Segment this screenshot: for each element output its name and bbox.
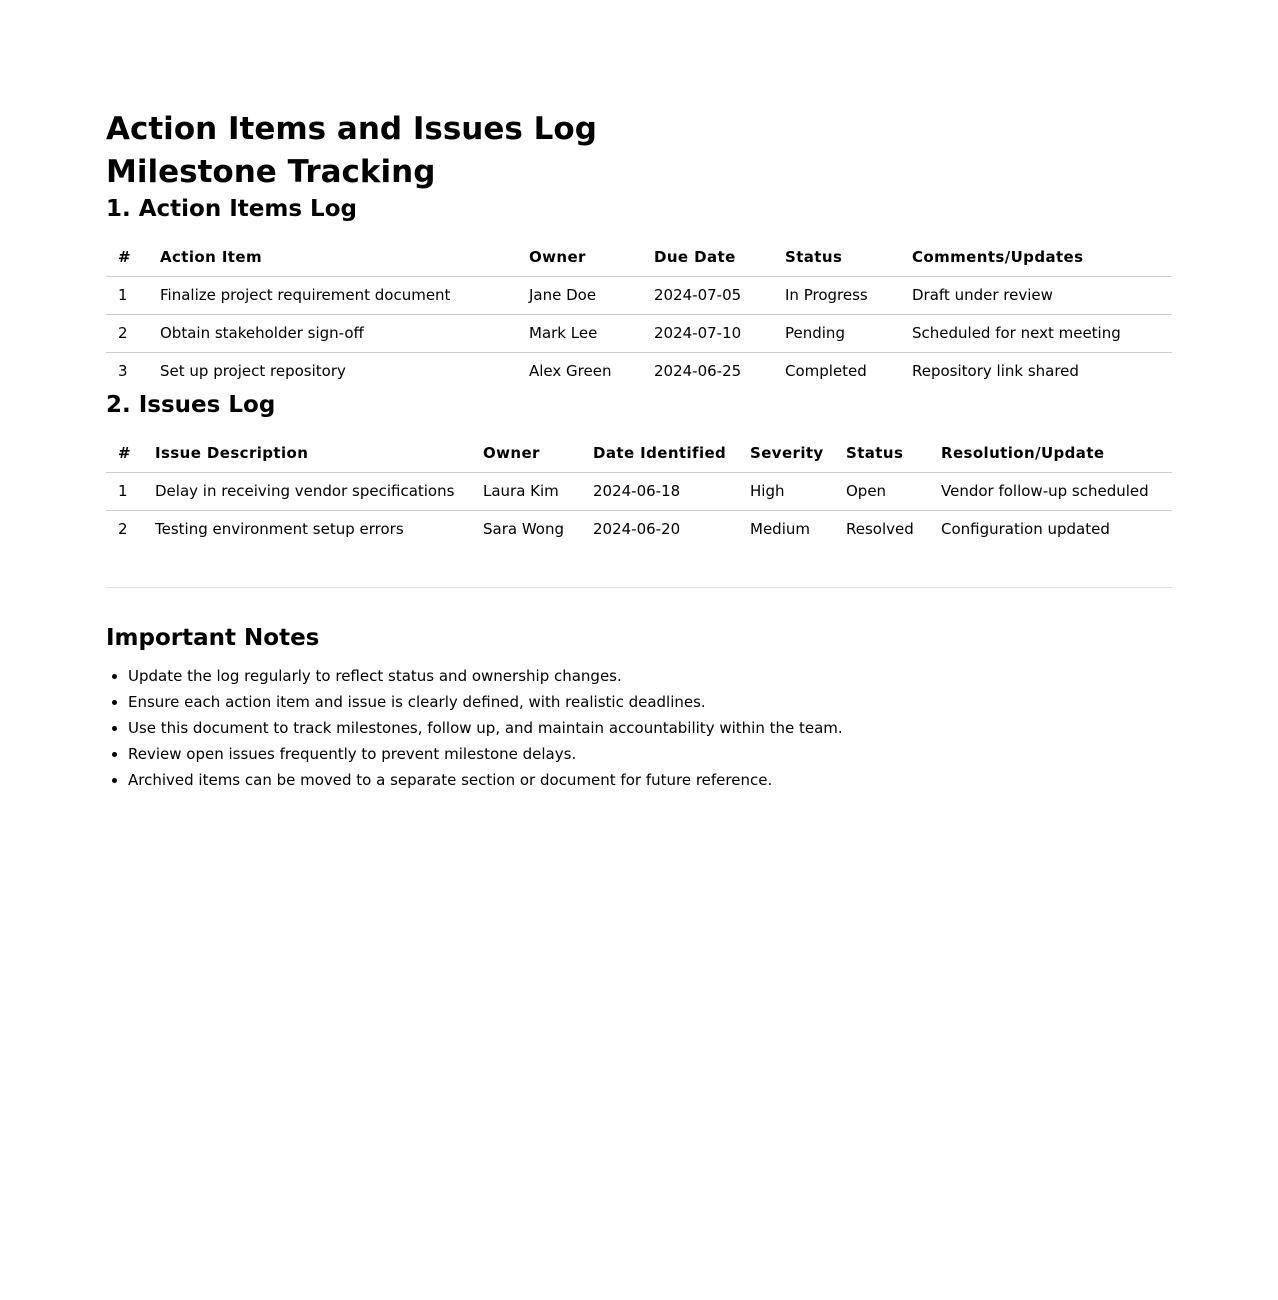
table-cell: Open	[836, 473, 931, 511]
table-cell: Obtain stakeholder sign-off	[150, 315, 519, 353]
table-header-row	[106, 246, 1172, 277]
table-cell: Resolved	[846, 520, 914, 538]
table-cell: Laura Kim	[473, 473, 583, 511]
column-header: Issue Description	[145, 442, 473, 473]
table-cell: Pending	[775, 315, 902, 353]
table-row	[106, 473, 1172, 511]
list-item: • Update the log regularly to reflect status and ownership changes.	[128, 663, 1172, 689]
action-items-heading: 1. Action Items Log	[106, 196, 357, 222]
column-header: Comments/Updates	[902, 246, 1172, 277]
column-header: #	[106, 442, 145, 473]
table-cell: Mark Lee	[519, 315, 644, 353]
list-item: • Use this document to track milestones, follow up, and maintain accountability within the team.	[128, 715, 1172, 741]
column-header: #	[106, 246, 150, 277]
table-cell: Set up project repository	[160, 362, 346, 380]
table-cell: Vendor follow-up scheduled	[931, 473, 1172, 511]
table-header-row	[106, 442, 1172, 473]
table-row	[106, 353, 1172, 391]
title-line-2: Milestone Tracking	[106, 154, 436, 190]
table-row	[106, 277, 1172, 315]
list-item: • Ensure each action item and issue is clearly defined, with realistic deadlines.	[128, 689, 1172, 715]
table-cell: 3	[118, 362, 128, 380]
table-cell: Configuration updated	[941, 520, 1110, 538]
table-cell: 1	[106, 277, 150, 315]
column-header: Action Item	[150, 246, 519, 277]
table-cell: Repository link shared	[912, 362, 1079, 380]
table-cell: In Progress	[775, 277, 902, 315]
table-cell: 2024-07-05	[644, 277, 775, 315]
table-cell: 2024-07-10	[644, 315, 775, 353]
column-header: Due Date	[644, 246, 775, 277]
column-header: Date Identified	[583, 442, 740, 473]
issues-heading: 2. Issues Log	[106, 392, 276, 418]
column-header: Severity	[740, 442, 836, 473]
list-item: • Review open issues frequently to prevent milestone delays.	[128, 741, 1172, 767]
table-cell: Alex Green	[529, 362, 612, 380]
notes-heading: Important Notes	[106, 625, 320, 651]
notes-list	[106, 663, 1172, 793]
table-row	[106, 511, 1172, 549]
column-header: Status	[775, 246, 902, 277]
column-header: Status	[836, 442, 931, 473]
table-cell: 2024-06-25	[654, 362, 742, 380]
table-row	[106, 315, 1172, 353]
table-cell: Scheduled for next meeting	[902, 315, 1172, 353]
section-divider	[106, 587, 1172, 588]
table-cell: Jane Doe	[519, 277, 644, 315]
table-cell: Completed	[785, 362, 867, 380]
title-line-1: Action Items and Issues Log	[106, 111, 597, 147]
table-cell: 2024-06-20	[593, 520, 681, 538]
document	[106, 108, 1172, 793]
table-cell: 1	[106, 473, 145, 511]
table-cell: 2024-06-18	[583, 473, 740, 511]
table-cell: 2	[118, 520, 128, 538]
column-header: Resolution/Update	[931, 442, 1172, 473]
table-cell: Delay in receiving vendor specifications	[145, 473, 473, 511]
issues-table	[106, 442, 1172, 548]
list-item: • Archived items can be moved to a separate section or document for future reference.	[128, 767, 1172, 793]
table-cell: Sara Wong	[483, 520, 564, 538]
table-cell: 2	[106, 315, 150, 353]
table-cell: High	[740, 473, 836, 511]
column-header: Owner	[519, 246, 644, 277]
page-title	[106, 108, 1172, 194]
table-cell: Medium	[750, 520, 810, 538]
action-items-table	[106, 246, 1172, 390]
table-cell: Testing environment setup errors	[155, 520, 404, 538]
table-cell: Finalize project requirement document	[150, 277, 519, 315]
table-cell: Draft under review	[902, 277, 1172, 315]
column-header: Owner	[473, 442, 583, 473]
